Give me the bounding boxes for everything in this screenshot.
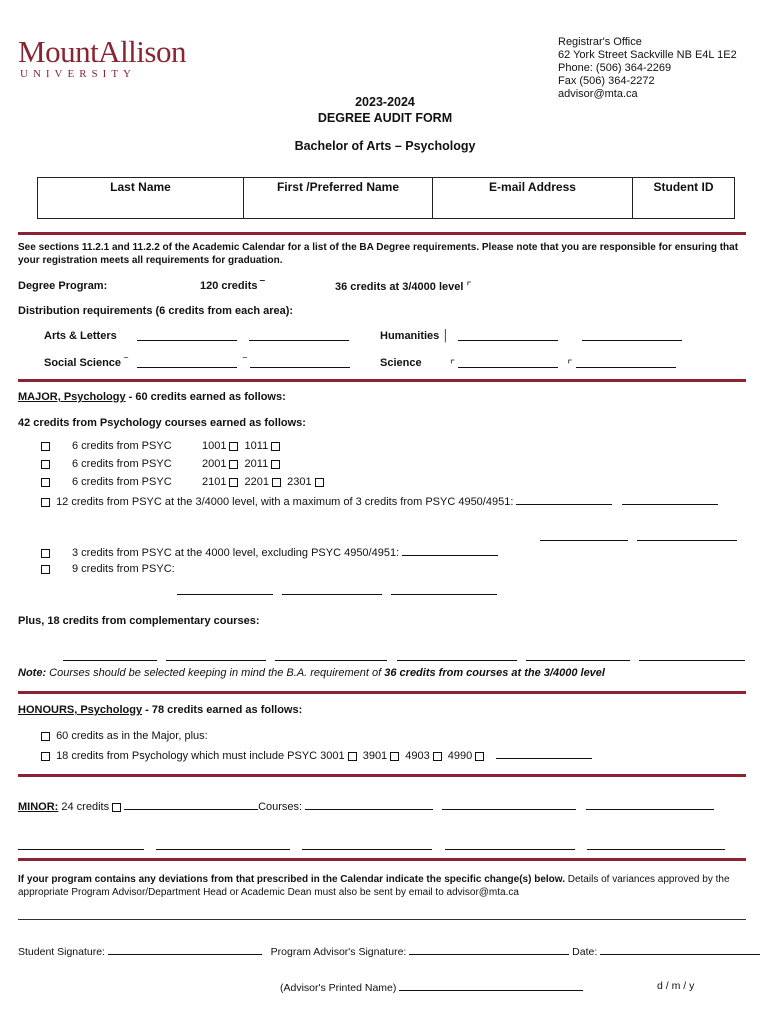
deviation-bold: If your program contains any deviations from that prescribed in the Calendar indicate the specific change(s) below. — [18, 874, 565, 885]
complementary-fields[interactable] — [63, 650, 745, 664]
nine-credits-fields[interactable] — [177, 584, 497, 598]
upper-level-text: 36 credits at 3/4000 level — [335, 281, 464, 293]
printed-name-label: (Advisor's Printed Name) — [280, 982, 397, 994]
registrar-line: Registrar's Office — [558, 36, 642, 48]
advisor-signature-field[interactable] — [409, 944, 569, 955]
upper-level-credits: 36 credits at 3/4000 level ⌜ — [335, 281, 472, 293]
student-info-table — [37, 177, 735, 219]
note-label: Note: — [18, 667, 47, 679]
course-code: 2011 — [244, 458, 269, 470]
course-code: 3901 — [362, 750, 388, 762]
academic-year: 2023-2024 — [355, 95, 415, 109]
checkbox[interactable] — [229, 478, 238, 487]
registrar-address — [558, 36, 737, 101]
item-label: 6 credits from PSYC — [72, 476, 172, 488]
registrar-line: Phone: (506) 364-2269 — [558, 62, 672, 74]
nine-credits-item — [38, 563, 175, 575]
course-field[interactable] — [442, 799, 576, 810]
major-title — [18, 391, 286, 403]
checkbox[interactable] — [41, 752, 50, 761]
major-item-2 — [38, 458, 283, 470]
course-code: 2301 — [287, 476, 312, 488]
column-header: E-mail Address — [489, 180, 576, 194]
course-field[interactable] — [305, 799, 433, 810]
student-id-field[interactable] — [633, 178, 735, 219]
complementary-heading: Plus, 18 credits from complementary courses: — [18, 615, 260, 627]
course-code: 2001 — [202, 458, 227, 470]
distribution-title: Distribution requirements (6 credits from each area): — [18, 305, 294, 317]
course-code: 4903 — [405, 750, 430, 762]
last-name-field[interactable] — [38, 178, 244, 219]
checkbox[interactable] — [41, 478, 50, 487]
psyc-heading: 42 credits from Psychology courses earned as follows: — [18, 417, 306, 429]
major-title-rest: - 60 credits earned as follows: — [125, 391, 286, 403]
checkbox[interactable] — [433, 752, 442, 761]
checkbox[interactable] — [112, 803, 121, 812]
university-logo — [18, 36, 186, 80]
minor-extra-fields[interactable] — [18, 839, 725, 853]
major-title-underlined: MAJOR, Psychology — [18, 391, 126, 403]
checkbox[interactable] — [390, 752, 399, 761]
checkbox[interactable] — [272, 478, 281, 487]
checkbox[interactable] — [229, 460, 238, 469]
signature-row — [18, 944, 760, 958]
honours-title — [18, 704, 302, 716]
humanities-fields[interactable] — [458, 330, 682, 344]
checkbox[interactable] — [271, 460, 280, 469]
minor-credits: 24 credits — [58, 801, 110, 813]
checkbox[interactable] — [315, 478, 324, 487]
checkbox[interactable] — [41, 460, 50, 469]
date-label: Date: — [572, 946, 598, 958]
course-field[interactable] — [402, 545, 498, 556]
major-item-1 — [38, 440, 283, 452]
course-field[interactable] — [586, 799, 714, 810]
checkbox[interactable] — [41, 565, 50, 574]
date-field[interactable] — [600, 944, 760, 955]
checkbox[interactable] — [348, 752, 357, 761]
nine-credits-label: 9 credits from PSYC: — [72, 563, 175, 575]
checkbox[interactable] — [475, 752, 484, 761]
checkbox[interactable] — [271, 442, 280, 451]
section-divider — [18, 858, 746, 861]
column-header: First /Preferred Name — [276, 180, 400, 194]
checkbox[interactable] — [41, 498, 50, 507]
minor-courses-label: Courses: — [258, 801, 303, 813]
section-divider — [18, 232, 746, 235]
social-science-label: Social Science ‾ — [44, 357, 128, 369]
course-code: 2201 — [244, 476, 270, 488]
minor-name-field[interactable] — [124, 799, 258, 810]
checkbox[interactable] — [41, 549, 50, 558]
printed-name-field[interactable] — [399, 980, 583, 991]
email-field[interactable] — [433, 178, 633, 219]
course-code: 1001 — [202, 440, 227, 452]
item-label: 6 credits from PSYC — [72, 440, 172, 452]
section-divider — [18, 774, 746, 777]
arts-letters-label: Arts & Letters — [44, 330, 117, 342]
deviation-line[interactable] — [18, 919, 746, 920]
humanities-label: Humanities │ — [380, 330, 450, 342]
checkbox[interactable] — [41, 732, 50, 741]
requirements-notice: See sections 11.2.1 and 11.2.2 of the Academic Calendar for a list of the BA Degree requirements. Please note that you are responsible for ensuring that your registration meets all requirements for graduation. — [18, 242, 739, 266]
note-text: Courses should be selected keeping in mind the B.A. requirement of — [46, 667, 385, 679]
item-label: 6 credits from PSYC — [72, 458, 172, 470]
social-science-fields[interactable]: ‾ — [137, 357, 350, 371]
course-field[interactable] — [622, 494, 718, 505]
program-title: Bachelor of Arts – Psychology — [294, 139, 476, 153]
column-header: Last Name — [110, 180, 171, 194]
logo-subtitle: UNIVERSITY — [20, 68, 136, 80]
honours-item-1 — [38, 730, 208, 742]
registrar-line: 62 York Street Sackville NB E4L 1E2 — [558, 49, 737, 61]
honours-item-2 — [38, 748, 592, 762]
total-credits: 120 credits ‾ — [200, 280, 265, 292]
major-item-3 — [38, 476, 327, 488]
registrar-email: advisor@mta.ca — [558, 88, 638, 100]
first-name-field[interactable] — [244, 178, 433, 219]
honours-item-label: 18 credits from Psychology which must include PSYC 3001 — [56, 750, 345, 762]
deviation-instructions — [18, 873, 748, 899]
date-format-hint: d / m / y — [657, 980, 695, 992]
level-4000-label: 3 credits from PSYC at the 4000 level, excluding PSYC 4950/4951: — [72, 547, 400, 559]
honours-title-rest: - 78 credits earned as follows: — [142, 704, 303, 716]
registrar-line: Fax (506) 364-2272 — [558, 75, 655, 87]
upper-level-extra-fields[interactable] — [540, 530, 737, 544]
section-divider — [18, 379, 746, 382]
major-note — [18, 667, 605, 679]
credits-text: 120 credits — [200, 280, 258, 292]
science-label: Science — [380, 357, 422, 369]
section-divider — [18, 691, 746, 694]
degree-program-label: Degree Program: — [18, 280, 108, 292]
note-bold: 36 credits from courses at the 3/4000 level — [384, 667, 605, 679]
student-signature-field[interactable] — [108, 944, 262, 955]
level-4000-item — [38, 545, 498, 559]
advisor-signature-label: Program Advisor's Signature: — [270, 946, 407, 958]
student-signature-label: Student Signature: — [18, 946, 105, 958]
logo-name: MountAllison — [18, 34, 186, 69]
minor-label: MINOR: — [18, 801, 59, 813]
science-fields[interactable]: ⌜ ⌜ — [450, 357, 676, 371]
upper-level-label: 12 credits from PSYC at the 3/4000 level, with a maximum of 3 credits from PSYC 4950/4951: — [56, 496, 514, 508]
course-code: 4990 — [447, 750, 473, 762]
course-code: 2101 — [202, 476, 227, 488]
arts-fields[interactable] — [137, 330, 349, 344]
deviation-rest: Details of variances approved by the appropriate Program Advisor/Department Head or Academic Dean must also be sent by email to advisor@mta.ca — [18, 874, 730, 898]
humanities-text: Humanities — [380, 330, 440, 342]
form-title: DEGREE AUDIT FORM — [317, 111, 453, 125]
checkbox[interactable] — [229, 442, 238, 451]
social-science-text: Social Science — [44, 357, 122, 369]
course-field[interactable] — [496, 748, 592, 759]
major-upper-level-item — [38, 494, 718, 508]
printed-name-row — [280, 980, 583, 994]
column-header: Student ID — [653, 180, 714, 194]
checkbox[interactable] — [41, 442, 50, 451]
course-field[interactable] — [516, 494, 612, 505]
honours-title-underlined: HONOURS, Psychology — [18, 704, 143, 716]
minor-row — [18, 799, 714, 813]
honours-item-label: 60 credits as in the Major, plus: — [56, 730, 208, 742]
course-code: 1011 — [244, 440, 269, 452]
